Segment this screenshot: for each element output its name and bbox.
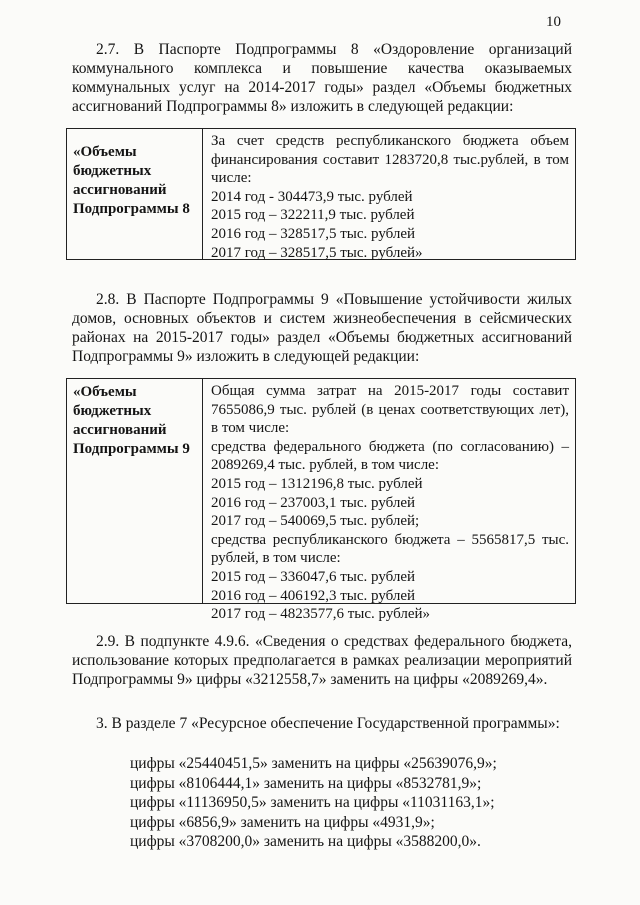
table-9-content <box>203 379 575 623</box>
table-8-year-2014: 2014 год - 304473,9 тыс. рублей <box>211 188 413 205</box>
list-item: цифры «3708200,0» заменить на цифры «3588200,0». <box>130 833 481 850</box>
table-9-republic-2016: 2016 год – 406192,3 тыс. рублей <box>211 587 416 604</box>
table-9-republic: средства республиканского бюджета – 5565817,5 тыс. рублей, в том числе: <box>211 531 569 567</box>
table-9-intro: Общая сумма затрат на 2015-2017 годы составит 7655086,9 тыс. рублей (в ценах соответствующих лет), в том числе: <box>211 383 569 437</box>
list-item: цифры «25440451,5» заменить на цифры «25639076,9»; <box>130 755 497 772</box>
table-9-federal-2016: 2016 год – 237003,1 тыс. рублей <box>211 494 416 511</box>
table-9-republic-2017: 2017 год – 4823577,6 тыс. рублей» <box>211 606 431 623</box>
table-9-republic-2015: 2015 год – 336047,6 тыс. рублей <box>211 568 416 585</box>
replacement-list <box>90 754 580 852</box>
paragraph-2-9-text: 2.9. В подпункте 4.9.6. «Сведения о средствах федерального бюджета, использование которых предполагается в рамках реализации мероприятий Подпрограммы 9» цифры «3212558,7» заменить на цифры «2089269,4». <box>72 633 572 688</box>
paragraph-2-8 <box>72 290 572 366</box>
table-8-intro: За счет средств республиканского бюджета объем финансирования составит 1283720,8 тыс.рублей, в том числе: <box>211 133 569 187</box>
table-subprogram-8 <box>66 128 576 260</box>
table-8-year-2015: 2015 год – 322211,9 тыс. рублей <box>211 207 415 224</box>
table-8-label: «Объемы бюджетных ассигнований Подпрограммы 8 <box>67 129 203 259</box>
paragraph-2-8-text: 2.8. В Паспорте Подпрограммы 9 «Повышение устойчивости жилых домов, основных объектов и систем жизнеобеспечения в сейсмических районах на 2015-2017 годы» раздел «Объемы бюджетных ассигнований Подпрограммы 9» изложить в следующей редакции: <box>72 291 572 365</box>
table-9-federal: средства федерального бюджета (по согласованию) – 2089269,4 тыс. рублей, в том числе: <box>211 438 569 474</box>
table-9-federal-2015: 2015 год – 1312196,8 тыс. рублей <box>211 475 423 492</box>
table-8-year-2016: 2016 год – 328517,5 тыс. рублей <box>211 225 416 242</box>
paragraph-2-7 <box>72 40 572 116</box>
paragraph-3-text: 3. В разделе 7 «Ресурсное обеспечение Государственной программы»: <box>96 715 560 732</box>
page-number: 10 <box>546 14 561 30</box>
paragraph-2-9 <box>72 632 572 689</box>
list-item: цифры «8106444,1» заменить на цифры «8532781,9»; <box>130 774 482 792</box>
paragraph-3 <box>72 714 572 733</box>
table-subprogram-9 <box>66 378 576 623</box>
list-item: цифры «6856,9» заменить на цифры «4931,9»; <box>130 813 435 831</box>
table-9-federal-2017: 2017 год – 540069,5 тыс. рублей; <box>211 513 420 530</box>
table-8-year-2017: 2017 год – 328517,5 тыс. рублей» <box>211 244 423 261</box>
list-item: цифры «11136950,5» заменить на цифры «11031163,1»; <box>130 794 495 811</box>
table-9-label: «Объемы бюджетных ассигнований Подпрограммы 9 <box>67 379 203 603</box>
table-8-content <box>203 129 575 259</box>
paragraph-2-7-text: 2.7. В Паспорте Подпрограммы 8 «Оздоровление организаций коммунального комплекса и повышение качества оказываемых коммунальных услуг на 2014-2017 годы» раздел «Объемы бюджетных ассигнований Подпрограммы 8» изложить в следующей редакции: <box>72 41 572 115</box>
